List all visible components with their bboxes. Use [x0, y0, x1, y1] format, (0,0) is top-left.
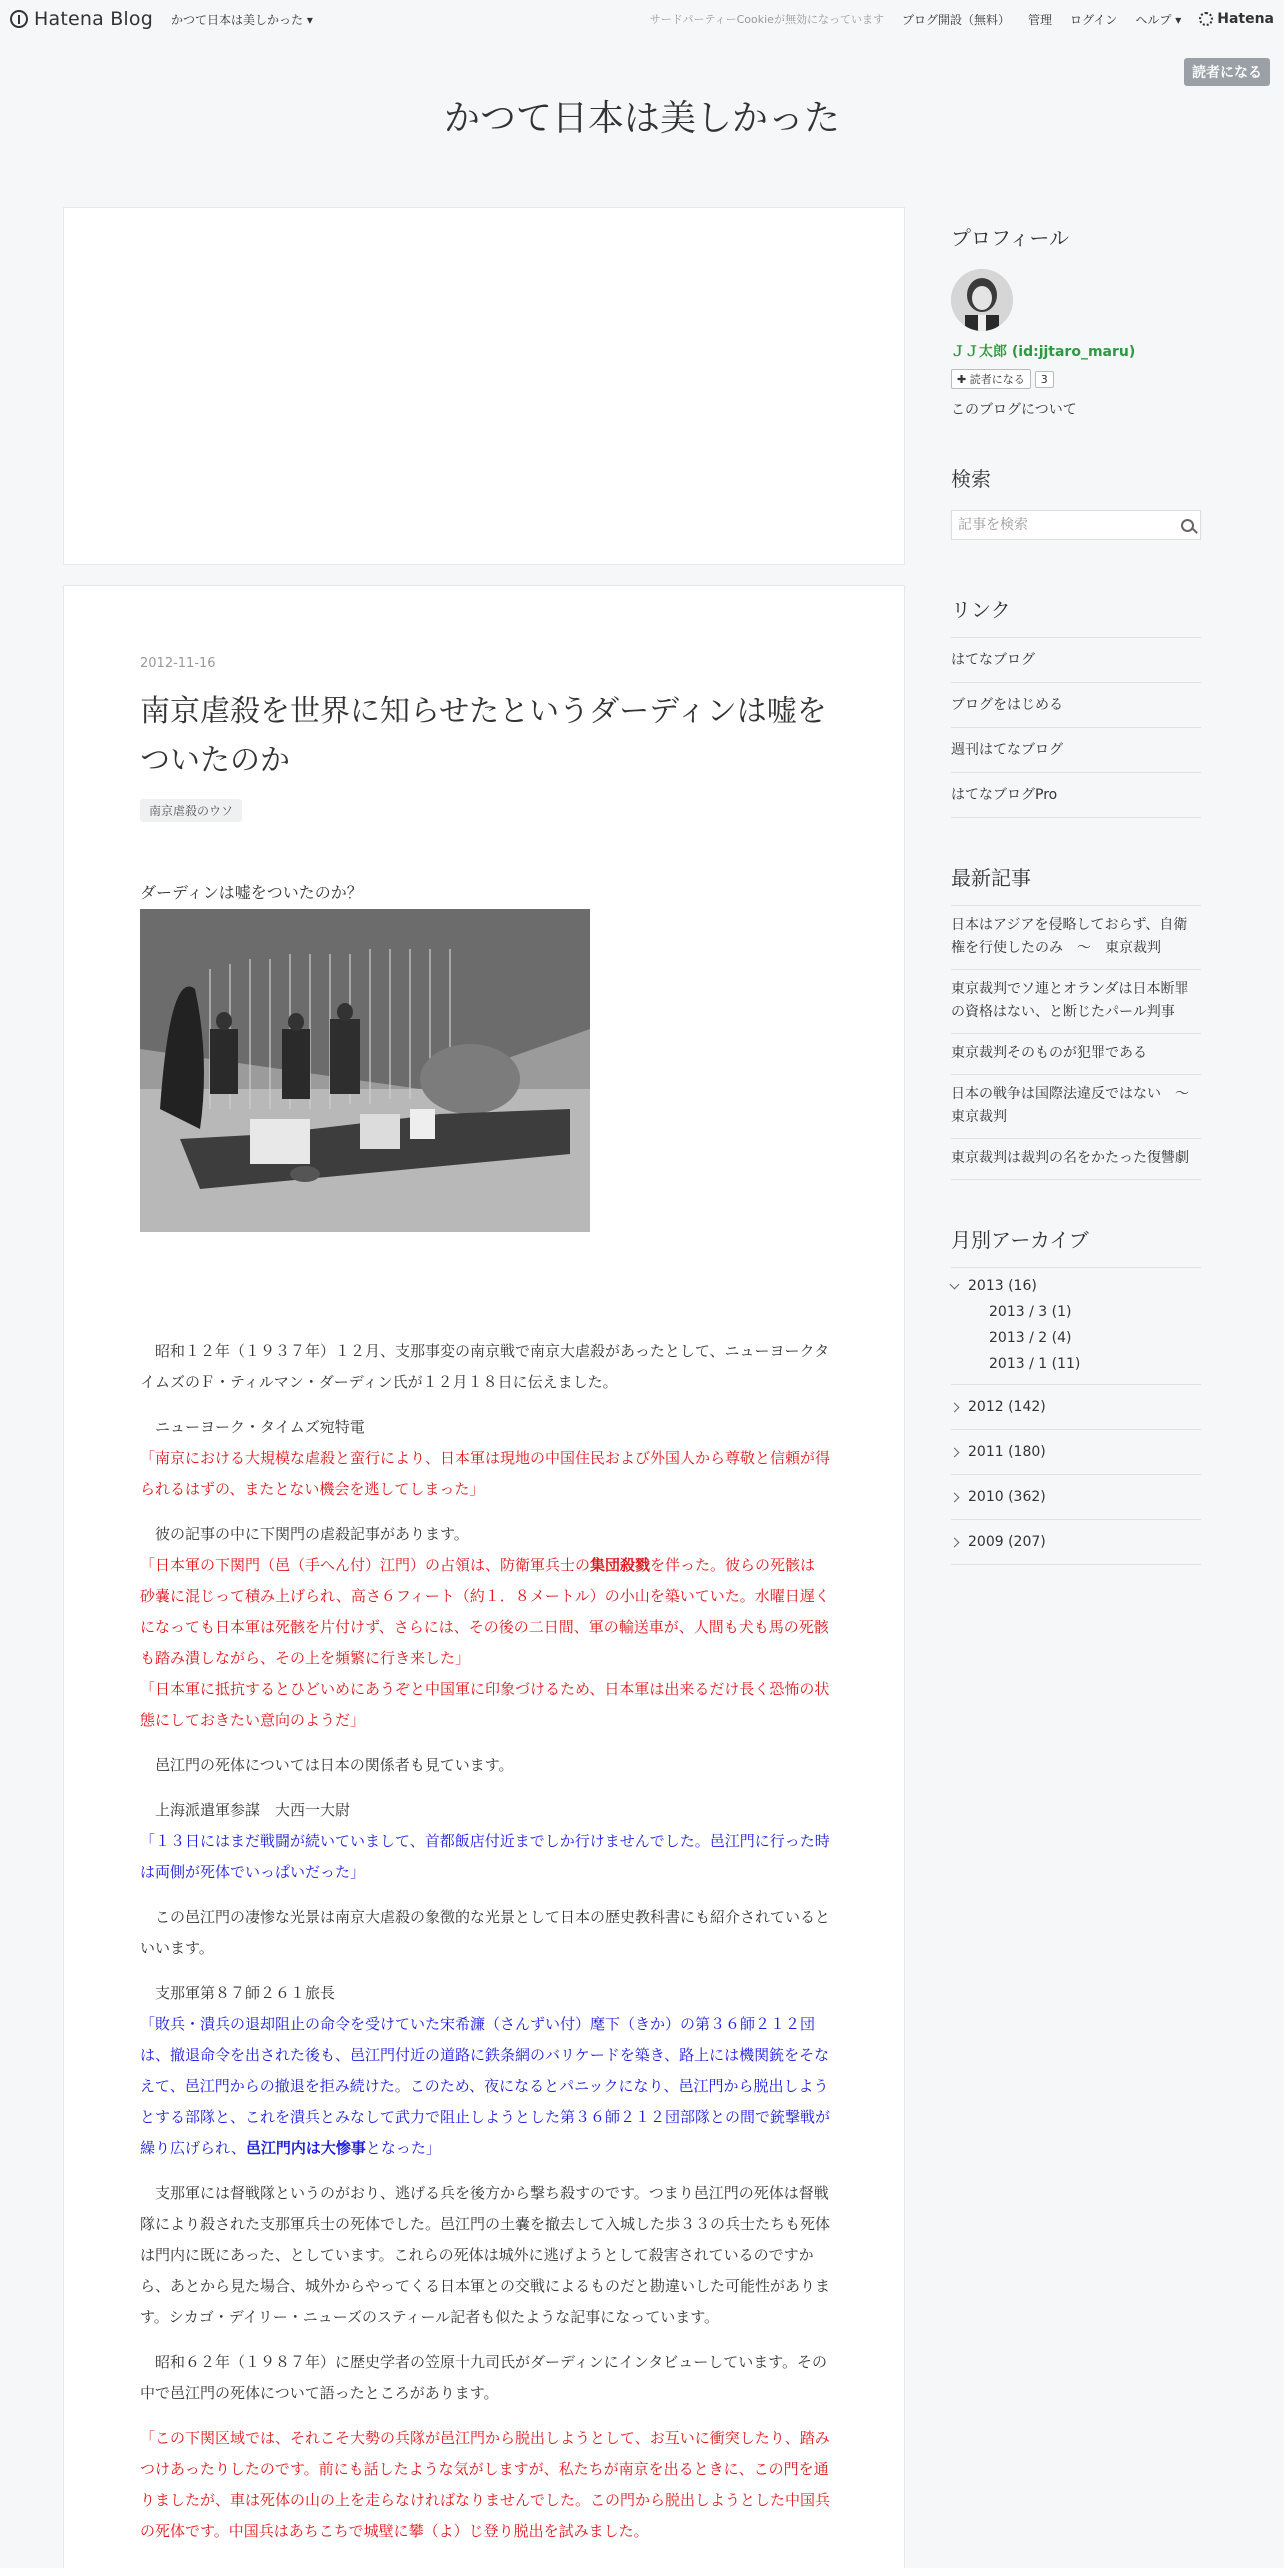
quote-red: 「日本軍に抵抗するとひどいめにあうぞと中国軍に印象づけるため、日本軍は出来るだけ長く恐怖の状態にしておきたい意向のようだ」 — [140, 1680, 830, 1729]
quote-red: 「南京における大規模な虐殺と蛮行により、日本軍は現地の中国住民および外国人から尊敬と信頼が得られるはずの、またとない機会を逃してしまった」 — [140, 1449, 831, 1498]
quote-blue — [140, 2009, 830, 2164]
quote-blue: 「１３日にはまだ戦闘が続いていまして、首都飯店付近までしか行けませんでした。邑江門に行った時は両側が死体でいっぱいだった」 — [140, 1832, 830, 1881]
quote-emphasis: 邑江門内は大惨事 — [245, 2139, 366, 2157]
link-item[interactable]: ブログをはじめる — [951, 683, 1201, 728]
sidebar — [951, 222, 1201, 1565]
chevron-right-icon[interactable] — [950, 1402, 960, 1412]
blog-menu-dropdown[interactable]: かつて日本は美しかった ▾ — [171, 12, 313, 27]
archive-month[interactable]: 2013 / 2 (4) — [989, 1330, 1072, 1346]
paragraph: 支那軍には督戦隊というのがおり、逃げる兵を後方から撃ち殺すのです。つまり邑江門の死体は督戦隊により殺された支那軍兵士の死体でした。邑江門の土嚢を撤去して入城した歩３３の兵士たちも死体は門内に既にあった、としています。これらの死体は城外に逃げようとして殺害されているのですから、あとから見た場合、城外からやってくる日本軍との交戦によるものだと勘違いした可能性があります。シカゴ・デイリー・ニューズのスティール記者も似たような記事になっています。 — [140, 2184, 831, 2326]
subscribe-button[interactable]: 読者になる — [1184, 58, 1270, 86]
quote-part: となった」 — [365, 2139, 441, 2157]
archive-title: 月別アーカイブ — [951, 1228, 1089, 1252]
archive-year[interactable] — [951, 1520, 1201, 1565]
paragraph: 上海派遣軍参謀 大西一大尉 — [155, 1801, 351, 1819]
quote-red: 「この下関区域では、それこそ大勢の兵隊が邑江門から脱出しようとして、お互いに衝突したり、踏みつけあったりしたのです。前にも話したような気がしますが、私たちが南京を出るときに、この門を通りましたが、車は死体の山の上を走らなければなりませんでした。この門から脱出しようとした中国兵の死体です。中国兵はあちこちで城壁に攀（よ）じ登り脱出を試みました。 — [140, 2429, 831, 2540]
archive-year-label[interactable]: 2011 (180) — [968, 1444, 1046, 1460]
chevron-right-icon[interactable] — [950, 1447, 960, 1457]
search-title: 検索 — [951, 467, 991, 491]
ad-area — [63, 207, 905, 565]
link-item[interactable]: 週刊はてなブログ — [951, 728, 1201, 773]
recent-item[interactable]: 東京裁判でソ連とオランダは日本断罪の資格はない、と断じたパール判事 — [951, 970, 1201, 1034]
entry-title[interactable]: 南京虐殺を世界に知らせたというダーディンは嘘をついたのか — [140, 694, 827, 778]
search-input[interactable] — [958, 517, 1181, 533]
hatena-menu[interactable] — [1199, 11, 1274, 27]
global-header — [0, 0, 1284, 38]
chevron-right-icon[interactable] — [950, 1492, 960, 1502]
historical-photo-image — [140, 909, 590, 1232]
chevron-right-icon[interactable] — [950, 1537, 960, 1547]
historical-photo — [140, 909, 590, 1232]
archive-year-label[interactable]: 2010 (362) — [968, 1489, 1046, 1505]
admin-link[interactable]: 管理 — [1027, 12, 1052, 27]
paragraph: 彼の記事の中に下関門の虐殺記事があります。 — [155, 1525, 469, 1543]
quote-part: を伴った。彼らの死骸は砂嚢に混じって積み上げられ、高さ６フィート（約１．８メートル）の小山を築いていた。水曜日遅くになっても日本軍は死骸を片付けず、さらには、その後の二日間、軍の輸送車が、人間も犬も馬の死骸も踏み潰しながら、その上を頻繁に行き来した」 — [140, 1556, 830, 1667]
login-link[interactable]: ログイン — [1069, 12, 1118, 27]
blog-title[interactable]: かつて日本は美しかった — [443, 98, 840, 139]
recent-item[interactable]: 東京裁判そのものが犯罪である — [951, 1034, 1201, 1075]
hatena-logo-icon — [10, 10, 28, 28]
links-list — [951, 637, 1201, 818]
quote-part: 「敗兵・潰兵の退却阻止の命令を受けていた宋希濂（さんずい付）麾下（きか）の第３６師２１２団は、撤退命令を出された後も、邑江門付近の道路に鉄条網のバリケードを築き、路上には機関銃をそなえて、邑江門からの撤退を拒み続けた。このため、夜になるとパニックになり、邑江門から脱出しようとする部隊と、これを潰兵とみなして武力で阻止しようとした第３６師２１２団部隊との間で銃撃戦が繰り広げられ、 — [140, 2015, 831, 2157]
profile-name[interactable]: ＪＪ太郎 (id:jjtaro_maru) — [951, 344, 1136, 360]
avatar-image — [951, 269, 1013, 331]
start-blog-link[interactable]: ブログ開設（無料） — [901, 12, 1010, 27]
archive-year[interactable] — [951, 1430, 1201, 1475]
paragraph: 昭和１２年（１９３７年）１２月、支那事変の南京戦で南京大虐殺があったとして、ニューヨークタイムズのＦ・ティルマン・ダーディン氏が１２月１８日に伝えました。 — [140, 1342, 830, 1391]
about-blog-link[interactable]: このブログについて — [951, 402, 1077, 418]
profile-title: プロフィール — [951, 226, 1069, 250]
paragraph: ニューヨーク・タイムズ宛特電 — [155, 1418, 365, 1436]
link-item[interactable]: はてなブログ — [951, 638, 1201, 683]
chevron-down-icon[interactable] — [950, 1279, 960, 1289]
archive-year-label[interactable]: 2012 (142) — [968, 1399, 1046, 1415]
archive-year-label[interactable]: 2009 (207) — [968, 1534, 1046, 1550]
recent-title: 最新記事 — [951, 866, 1031, 890]
recent-item[interactable]: 東京裁判は裁判の名をかたった復讐劇 — [951, 1139, 1201, 1180]
archive-year-label[interactable]: 2013 (16) — [968, 1278, 1037, 1294]
paragraph: 支那軍第８７師２６１旅長 — [155, 1984, 336, 2002]
recent-list — [951, 905, 1201, 1180]
archive-month[interactable]: 2013 / 3 (1) — [989, 1304, 1072, 1320]
quote-part: 「日本軍の下関門（邑（手へん付）江門）の占領は、防衛軍兵士の — [140, 1556, 591, 1574]
quote-emphasis: 集団殺戮 — [590, 1556, 651, 1574]
hatena-label: Hatena — [1217, 11, 1274, 27]
search-box — [951, 510, 1201, 540]
paragraph: この邑江門の凄惨な光景は南京大虐殺の象徴的な光景として日本の歴史教科書にも紹介されているといいます。 — [140, 1908, 831, 1957]
recent-item[interactable]: 日本の戦争は国際法違反ではない 〜 東京裁判 — [951, 1075, 1201, 1139]
entry-lead: ダーディンは嘘をついたのか？ — [140, 883, 363, 902]
quote-red — [140, 1550, 830, 1674]
link-item[interactable]: はてなブログPro — [951, 773, 1201, 818]
archive-year[interactable] — [951, 1385, 1201, 1430]
hatena-blog-logo[interactable] — [10, 8, 153, 30]
paragraph: 昭和６２年（１９８７年）に歴史学者の笠原十九司氏がダーディンにインタビューしています。その中で邑江門の死体について語ったところがあります。 — [140, 2353, 828, 2402]
archive-year[interactable] — [951, 1475, 1201, 1520]
archive-list — [951, 1267, 1201, 1565]
avatar[interactable] — [951, 269, 1013, 331]
category-tag[interactable]: 南京虐殺のウソ — [140, 799, 242, 822]
search-icon[interactable] — [1181, 519, 1194, 532]
entry-date[interactable]: 2012-11-16 — [140, 656, 216, 671]
reader-count[interactable]: 3 — [1035, 371, 1054, 388]
help-dropdown[interactable]: ヘルプ ▾ — [1135, 12, 1182, 27]
archive-year-open[interactable] — [951, 1268, 1201, 1385]
cookie-notice[interactable]: サードパーティーCookieが無効になっています — [649, 13, 884, 26]
links-title: リンク — [951, 598, 1011, 622]
archive-month[interactable]: 2013 / 1 (11) — [989, 1356, 1081, 1372]
logo-text: Hatena Blog — [34, 8, 153, 30]
entry-body — [140, 1336, 830, 2547]
recent-item[interactable]: 日本はアジアを侵略しておらず、自衛権を行使したのみ 〜 東京裁判 — [951, 906, 1201, 970]
reader-button[interactable]: ✚ 読者になる — [951, 369, 1031, 389]
entry-article — [63, 585, 905, 2568]
paragraph: 邑江門の死体については日本の関係者も見ています。 — [155, 1756, 514, 1774]
hatena-gear-icon — [1199, 12, 1213, 26]
